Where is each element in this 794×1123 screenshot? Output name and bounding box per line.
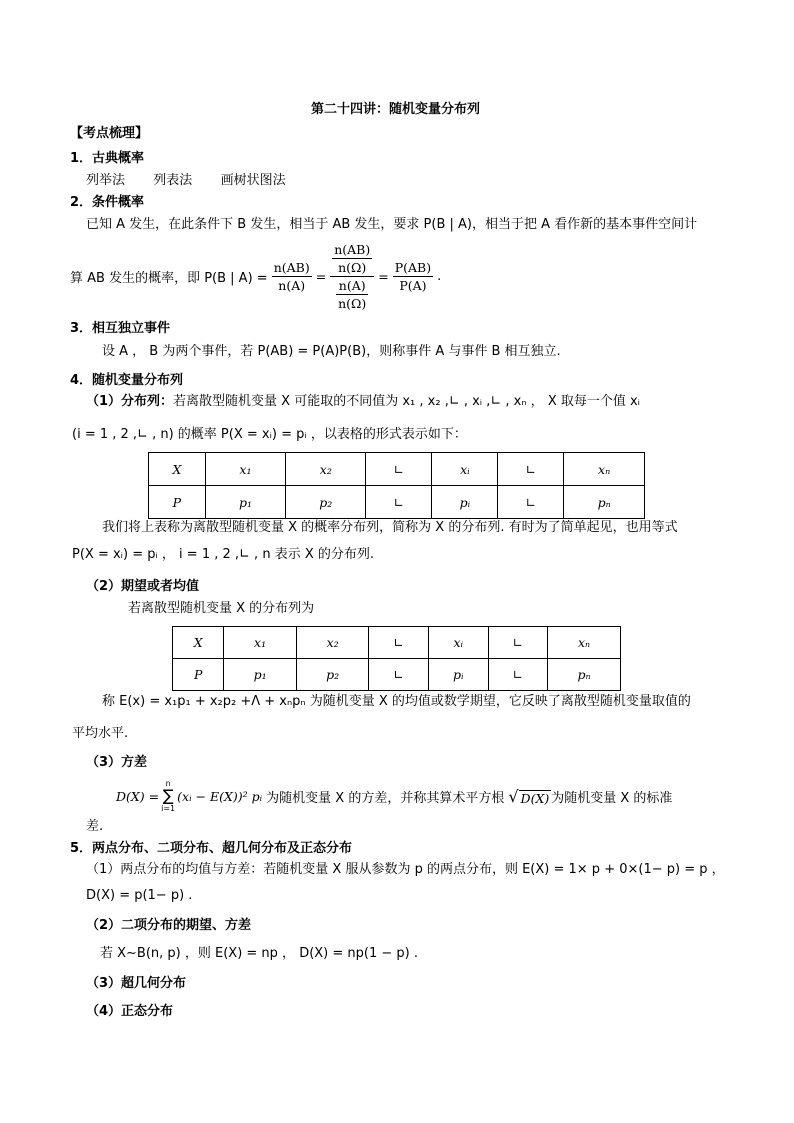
expectation-line2: 平均水平.: [72, 726, 129, 741]
variance-body: (xᵢ − E(X))² pᵢ: [177, 788, 263, 804]
table-cell: P: [149, 486, 206, 519]
fraction-numerator: P(AB): [394, 259, 432, 275]
table-cell: pᵢ: [432, 486, 498, 519]
table-cell: ∟: [369, 627, 428, 659]
section-header: 【考点梳理】: [70, 126, 149, 141]
equals-sign: =: [315, 268, 327, 284]
method-item: 列表法: [153, 173, 193, 188]
hypergeometric-heading: （3）超几何分布: [86, 976, 187, 991]
expectation-formula-line: 称 E(x) = x₁p₁ + x₂p₂ +Λ + xₙpₙ 为随机变量 X 的均值或数学期望，它反映了离散型随机变量取值的: [102, 694, 691, 709]
section-2-heading: [70, 194, 144, 212]
section-number: 2．: [70, 195, 93, 210]
variance-text: 为随机变量 X 的方差，并称其算术平方根: [266, 790, 505, 806]
formula-prefix: 算 AB 发生的概率，即 P(B | A) =: [70, 270, 268, 286]
section-title: 随机变量分布列: [92, 373, 184, 388]
section-number: 3．: [70, 321, 93, 336]
table-row: [149, 486, 645, 519]
section-title: 古典概率: [92, 151, 145, 166]
expectation-intro: 若离散型随机变量 X 的分布列为: [128, 601, 315, 616]
sub-numerator: n(AB): [334, 241, 371, 257]
distribution-note-line1: 我们将上表称为离散型随机变量 X 的概率分布列，简称为 X 的分布列. 有时为了简单起见，也用等式: [102, 520, 678, 535]
table-cell: ∟: [498, 453, 564, 486]
binomial-text: 若 X∼B(n, p) ，则 E(X) = np ， D(X) = np(1 − p) .: [100, 946, 418, 961]
distribution-table-2: [172, 626, 621, 691]
subsection-label: （1）分布列：: [86, 394, 174, 409]
table-cell: xₙ: [548, 627, 621, 659]
table-cell: ∟: [488, 659, 547, 691]
table-cell: X: [149, 453, 206, 486]
variance-text-end: 差.: [86, 819, 104, 834]
section-3-heading: [70, 320, 170, 338]
conditional-formula: [70, 236, 441, 316]
section-number: 5．: [70, 841, 93, 856]
sub-denominator: n(Ω): [338, 259, 367, 275]
sigma-icon: ∑: [162, 786, 174, 805]
subsection-text: 若离散型随机变量 X 可能取的不同值为 x₁ , x₂ ,∟ , xᵢ ,∟ , xₙ ， X 取每一个值 xᵢ: [173, 394, 641, 409]
variance-text-2: 为随机变量 X 的标准: [551, 790, 673, 806]
sqrt-expression: [508, 787, 551, 806]
fraction-numerator: n(AB): [273, 259, 310, 275]
section-number: 4．: [70, 373, 93, 388]
table-cell: ∟: [498, 486, 564, 519]
fraction-2: [330, 241, 374, 312]
section-5-heading: [70, 840, 352, 858]
variance-lhs: D(X) =: [116, 788, 160, 804]
table-cell: x₂: [286, 453, 366, 486]
table-row: [149, 453, 645, 486]
independence-text: 设 A ， B 为两个事件，若 P(AB) = P(A)P(B)，则称事件 A 与事件 B 相互独立.: [102, 344, 561, 359]
conditional-text-line1: 已知 A 发生，在此条件下 B 发生，相当于 AB 发生，要求 P(B | A)，相当于把 A 看作新的基本事件空间计: [86, 217, 698, 232]
section-title: 两点分布、二项分布、超几何分布及正态分布: [92, 841, 353, 856]
table-cell: P: [173, 659, 224, 691]
table-cell: ∟: [366, 453, 432, 486]
equals-sign: =: [378, 268, 389, 284]
sqrt-radicand: D(X): [520, 790, 550, 806]
table-cell: p₁: [205, 486, 285, 519]
summation: [161, 779, 175, 813]
table-cell: pᵢ: [428, 659, 488, 691]
methods-list: [86, 172, 286, 190]
table-cell: ∟: [488, 627, 547, 659]
page-title: 第二十四讲：随机变量分布列: [311, 102, 481, 117]
two-point-line1: （1）两点分布的均值与方差：若随机变量 X 服从参数为 p 的两点分布，则 E(X) = 1× p + 0×(1− p) = p ，: [86, 862, 725, 877]
table-cell: xᵢ: [428, 627, 488, 659]
normal-distribution-heading: （4）正态分布: [86, 1004, 174, 1019]
expectation-heading: （2）期望或者均值: [86, 579, 200, 594]
table-cell: xₙ: [564, 453, 645, 486]
variance-heading: （3）方差: [86, 755, 148, 770]
table-cell: pₙ: [564, 486, 645, 519]
table-cell: x₁: [224, 627, 297, 659]
section-1-heading: [70, 150, 144, 168]
fraction-denominator: n(A): [278, 277, 306, 293]
method-item: 列举法: [86, 173, 126, 188]
fraction-1: [272, 259, 312, 294]
table-cell: x₁: [205, 453, 285, 486]
section-title: 条件概率: [92, 195, 145, 210]
table-cell: ∟: [366, 486, 432, 519]
fraction-denominator: [330, 277, 374, 312]
sum-upper: n: [165, 779, 171, 788]
distribution-def-line1: [86, 393, 640, 411]
table-cell: x₂: [296, 627, 369, 659]
section-number: 1．: [70, 151, 93, 166]
table-cell: X: [173, 627, 224, 659]
variance-formula: [116, 776, 672, 816]
distribution-table-1: [148, 452, 645, 519]
sub-numerator: n(A): [336, 277, 368, 295]
distribution-note-line2: P(X = xᵢ) = pᵢ ， i = 1 , 2 ,∟ , n 表示 X 的分布列.: [72, 547, 374, 562]
binomial-heading: （2）二项分布的期望、方差: [86, 918, 252, 933]
section-title: 相互独立事件: [92, 321, 171, 336]
table-row: [173, 627, 621, 659]
sub-denominator: n(Ω): [338, 295, 367, 311]
period: .: [437, 268, 442, 284]
two-point-line2: D(X) = p(1− p) .: [86, 888, 193, 903]
table-cell: p₂: [286, 486, 366, 519]
fraction-denominator: P(A): [399, 277, 427, 293]
table-cell: p₁: [224, 659, 297, 691]
method-item: 画树状图法: [220, 173, 286, 188]
sum-lower: i=1: [161, 804, 176, 813]
table-cell: pₙ: [548, 659, 621, 691]
fraction-numerator: [330, 241, 374, 277]
sqrt-icon: √: [508, 786, 519, 806]
distribution-def-line2: (i = 1 , 2 ,∟ , n) 的概率 P(X = xᵢ) = pᵢ ，以表格的形式表示如下：: [72, 427, 467, 442]
table-row: [173, 659, 621, 691]
section-4-heading: [70, 372, 183, 390]
table-cell: xᵢ: [432, 453, 498, 486]
table-cell: ∟: [369, 659, 428, 691]
fraction-3: [393, 259, 433, 294]
table-cell: p₂: [296, 659, 369, 691]
